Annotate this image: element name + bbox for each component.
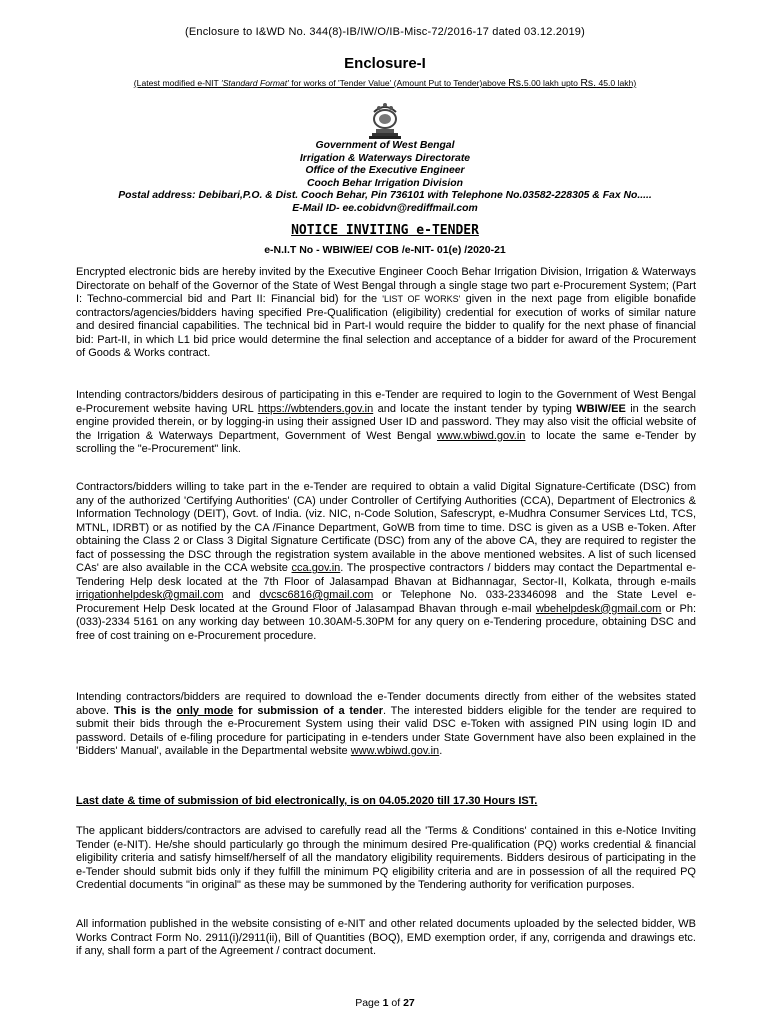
para2-text-b: and locate the instant tender by typing xyxy=(373,402,577,415)
header-office: Office of the Executive Engineer xyxy=(305,165,465,177)
wbtenders-link[interactable]: https://wbtenders.gov.in xyxy=(257,402,374,415)
helpdesk-email-2[interactable]: dvcsc6816@gmail.com xyxy=(259,589,374,601)
para3-text-a: Contractors/bidders willing to take part in the e-Tender are required to obtain a valid Digital Signature-Certificate (DSC) from any of the authorized 'Certifying Authorities' (CA) under Controller of Certifying Authorities (CCA), Department of Electronics & Information Technology (DEIT), Govt. of India. (viz. NIC, n-Code Solution, Safescrypt, e-Mudhra Consumer Services Ltd, TCS, MTNL, IDRBT) or as notified by the CA /Finance Department, GoWB from time to time. DSC is given as a USB e-Token. After obtaining the Class 2 or Class 3 Digital Signature Certificate (DSC) from any of the above CA, they are required to register the fact of possessing the DSC through the registration system available in the above mentioned websites. A list of such licensed CAs' are also available in the CCA website xyxy=(76,481,696,574)
enclosure-reference: (Enclosure to I&WD No. 344(8)-IB/IW/O/IB-Misc-72/2016-17 dated 03.12.2019) xyxy=(185,26,585,38)
page-label: Page xyxy=(355,997,383,1009)
para4-only-mode: only mode xyxy=(176,704,234,717)
helpdesk-email-1[interactable]: irrigationhelpdesk@gmail.com xyxy=(76,589,224,601)
subtitle-part4: 5.00 lakh upto xyxy=(523,78,581,88)
of-label: of xyxy=(388,997,404,1009)
total-pages: 27 xyxy=(403,997,415,1009)
para1-text-b: given in the next page from eligible bonafide contractors/agencies/bidders having specified Pre-Qualification (eligibility) credential for execution of works of similar nature and desired financial capabilities. The technical bid in Part-I would require the bidder to qualify for the next phase of financial bid: Part-II, in which L1 bid price would determine the final selection and acceptance of a bidder for award of the Procurement of Goods & Works contract. xyxy=(76,293,696,359)
paragraph-documents: All information published in the website consisting of e-NIT and other related documents uploaded by the selected bidder, WB Works Contract Form No. 2911(i)/2911(ii), Bill of Quantities (BOQ), EMD exemption order, if any, corrigenda and drawings etc. if any, shall form a part of the Agreement / contract document. xyxy=(76,918,696,957)
cca-link[interactable]: cca.gov.in xyxy=(291,562,341,574)
para4-text-c: . The interested bidders eligible for the tender are required to submit their bids through the e-Procurement System using their valid DSC e-Token with assigned PIN using login ID and password. Details of e-filing procedure for participating in e-tenders under State Government have also been explained in the 'Bidders' Manual', available in the Departmental website xyxy=(76,704,696,757)
office-header xyxy=(0,140,770,216)
paragraph-terms: The applicant bidders/contractors are advised to carefully read all the 'Terms & Conditions' contained in this e-Notice Inviting Tender (e-NIT). He/she should particularly go through the minimum desired Pre-qualification (PQ) works credential & financial eligibility criteria and satisfy himself/herself of all the mandatory eligibility requirements. Bidders desirous of participating in the e-Tender should submit bids only if they fulfill the minimum PQ eligibility criteria and are in possession of all the required PQ Credential documents "in original" as these may be summoned by the Tendering authority for verification purposes. xyxy=(76,825,696,891)
header-government: Government of West Bengal xyxy=(315,140,455,151)
para2-text-c: in the search engine provided therein, or by logging-in using their assigned User ID and password. They may also visit the official website of the Irrigation & Waterways Department, Government of West Bengal xyxy=(76,402,696,442)
subtitle-part5: 45.0 lakh) xyxy=(596,78,637,88)
paragraph-download xyxy=(76,691,696,759)
page-number xyxy=(0,997,770,1009)
enclosure-subtitle xyxy=(0,77,770,89)
helpdesk-email-3[interactable]: wbehelpdesk@gmail.com xyxy=(535,602,662,615)
deadline-period: . xyxy=(534,795,538,807)
enclosure-title: Enclosure-I xyxy=(344,55,426,72)
para1-list-of-works: 'LIST OF WORKS' xyxy=(382,294,461,304)
search-keyword: WBIW/EE xyxy=(576,402,626,415)
paragraph-login xyxy=(76,389,696,457)
subtitle-part1: (Latest modified e-NIT xyxy=(133,78,222,88)
wbiwd-link[interactable]: www.wbiwd.gov.in xyxy=(436,429,526,442)
para2-text-a: Intending contractors/bidders desirous of participating in this e-Tender are required to login to the Government of West Bengal e-Procurement website having URL xyxy=(76,389,696,415)
subtitle-rs1: Rs. xyxy=(508,77,524,89)
deadline-text: Last date & time of submission of bid electronically, is on 04.05.2020 till 17.30 Hours IST xyxy=(76,795,535,807)
subtitle-part3: for works of 'Tender Value' (Amount Put to Tender)above xyxy=(288,78,509,88)
state-emblem-icon xyxy=(359,102,411,142)
subtitle-rs2: Rs. xyxy=(580,77,597,89)
wbiwd-link-2[interactable]: www.wbiwd.gov.in xyxy=(350,745,440,757)
para4-bold-3: for submission of a tender xyxy=(233,704,383,717)
header-directorate: Irrigation & Waterways Directorate xyxy=(299,152,471,164)
para4-text-d: . xyxy=(439,745,443,757)
para4-bold-1: This is the xyxy=(113,704,177,717)
header-email: E-Mail ID- ee.cobidvn@rediffmail.com xyxy=(292,202,478,214)
para3-text-e: or Ph:(033)-2334 5161 on any working day between 10.30AM-5.30PM for any query on e-Tendering procedure, obtaining DSC and free of cost training on e-Procurement procedure. xyxy=(76,602,697,642)
submission-deadline xyxy=(76,795,696,809)
para4-text-a: Intending contractors/bidders are required to download the e-Tender documents directly from either of the websites stated above. xyxy=(76,691,696,717)
header-division: Cooch Behar Irrigation Division xyxy=(307,177,463,189)
para3-text-c: and xyxy=(223,589,260,601)
para3-text-d: or Telephone No. 033-23346098 and the State Level e-Procurement Help Desk located at the Ground Floor of Jalasampad Bhavan through e-mail xyxy=(76,589,697,615)
nit-number: e-N.I.T No - WBIW/EE/ COB /e-NIT- 01(e) /2020-21 xyxy=(264,244,506,256)
para1-text-a: Encrypted electronic bids are hereby invited by the Executive Engineer Cooch Behar Irrigation Division, Irrigation & Waterways Directorate on behalf of the Governor of the State of West Bengal through a single stage two part e-Procurement System; (Part I: Techno-commercial bid and Part II: Financial bid) for the xyxy=(76,266,696,305)
paragraph-invitation xyxy=(76,266,696,361)
header-postal-address: Postal address: Debibari,P.O. & Dist. Cooch Behar, Pin 736101 with Telephone No.03582-228305 & Fax No..... xyxy=(118,190,652,202)
para2-text-d: to locate the same e-Tender by scrolling the "e-Procurement" link. xyxy=(76,429,696,455)
paragraph-dsc xyxy=(76,481,696,643)
current-page: 1 xyxy=(382,997,389,1009)
notice-title: NOTICE INVITING e-TENDER xyxy=(291,223,479,238)
subtitle-part2: 'Standard Format' xyxy=(221,78,289,88)
para3-text-b: . The prospective contractors / bidders may contact the Departmental e-Tendering Help desk located at the 7th Floor of Jalasampad Bhavan at Bidhannagar, Sector-II, Kolkata, through e-mails xyxy=(76,562,696,588)
